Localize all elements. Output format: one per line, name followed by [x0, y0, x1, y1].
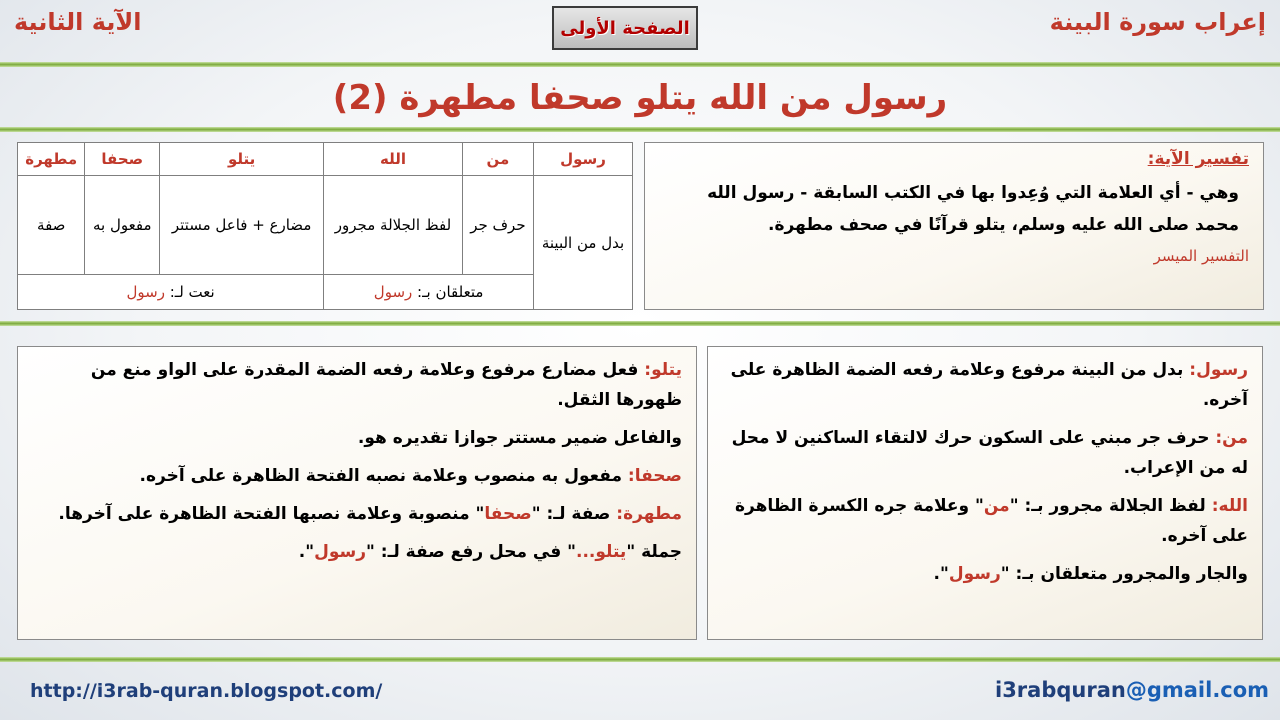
- contact-email-link[interactable]: i3rabquran@gmail.com: [995, 678, 1270, 702]
- table-role-cell: بدل من البينة: [534, 176, 633, 310]
- parsing-paragraph: رسول: بدل من البينة مرفوع وعلامة رفعه الضمة الظاهرة على آخره.: [730, 360, 1248, 410]
- tafsir-text: وهي - أي العلامة التي وُعِدوا بها في الكتب السابقة - رسول الله محمد صلى الله عليه وسلم، يتلو قرآنًا في صحف مطهرة.: [707, 183, 1239, 235]
- attachment-note-word: رسول: [373, 283, 413, 301]
- table-role-cell: مفعول به: [85, 176, 160, 275]
- table-header-cell: رسول: [534, 143, 633, 176]
- table-header-cell: مطهرة: [18, 143, 85, 176]
- middle-divider: [0, 321, 1280, 326]
- parsing-paragraph: والجار والمجرور متعلقان بـ: "رسول".: [933, 564, 1248, 584]
- table-header-cell: صحفا: [85, 143, 160, 176]
- parsing-paragraph: الله: لفظ الجلالة مجرور بـ: "من" وعلامة جره الكسرة الظاهرة على آخره.: [734, 496, 1248, 546]
- parsing-box-left: [17, 346, 697, 640]
- parsing-paragraph: جملة "يتلو..." في محل رفع صفة لـ: "رسول".: [298, 542, 682, 562]
- parsing-paragraph: يتلو: فعل مضارع مرفوع وعلامة رفعه الضمة المقدرة على الواو منع من ظهورها الثقل.: [90, 360, 682, 410]
- table-role-cell: صفة: [18, 176, 85, 275]
- table-role-cell: مضارع + فاعل مستتر: [160, 176, 324, 275]
- top-divider: [0, 62, 1280, 67]
- tafsir-source: التفسير الميسر: [1153, 247, 1249, 265]
- table-role-cell: لفظ الجلالة مجرور: [324, 176, 463, 275]
- adjective-note-word: رسول: [126, 283, 165, 301]
- attachment-note-text: متعلقان بـ:: [417, 283, 484, 301]
- surah-title: إعراب سورة البينة: [1049, 8, 1266, 36]
- parsing-paragraph: مطهرة: صفة لـ: "صحفا" منصوبة وعلامة نصبها الفتحة الظاهرة على آخرها.: [58, 504, 682, 524]
- page-label-tab[interactable]: الصفحة الأولى: [552, 6, 698, 50]
- word-analysis-table: [17, 142, 633, 310]
- parsing-paragraph: صحفا: مفعول به منصوب وعلامة نصبه الفتحة الظاهرة على آخره.: [139, 466, 682, 486]
- adjective-note-text: نعت لـ:: [169, 283, 215, 301]
- verse-title: رسول من الله يتلو صحفا مطهرة (2): [332, 78, 948, 118]
- table-header-cell: من: [462, 143, 533, 176]
- verse-number-title: الآية الثانية: [14, 8, 142, 36]
- attachment-note: [324, 275, 534, 310]
- parsing-paragraph: والفاعل ضمير مستتر جوازا تقديره هو.: [357, 428, 682, 448]
- tafsir-box: [644, 142, 1264, 310]
- table-header-cell: الله: [324, 143, 463, 176]
- table-header-cell: يتلو: [160, 143, 324, 176]
- tafsir-heading: تفسير الآية:: [1147, 149, 1249, 169]
- parsing-box-right: [707, 346, 1263, 640]
- title-divider: [0, 127, 1280, 132]
- adjective-note: [18, 275, 324, 310]
- parsing-paragraph: من: حرف جر مبني على السكون حرك لالتقاء الساكنين لا محل له من الإعراب.: [731, 428, 1248, 478]
- blog-url-link[interactable]: http://i3rab-quran.blogspot.com/: [30, 680, 383, 702]
- bottom-divider: [0, 657, 1280, 662]
- table-role-cell: حرف جر: [462, 176, 533, 275]
